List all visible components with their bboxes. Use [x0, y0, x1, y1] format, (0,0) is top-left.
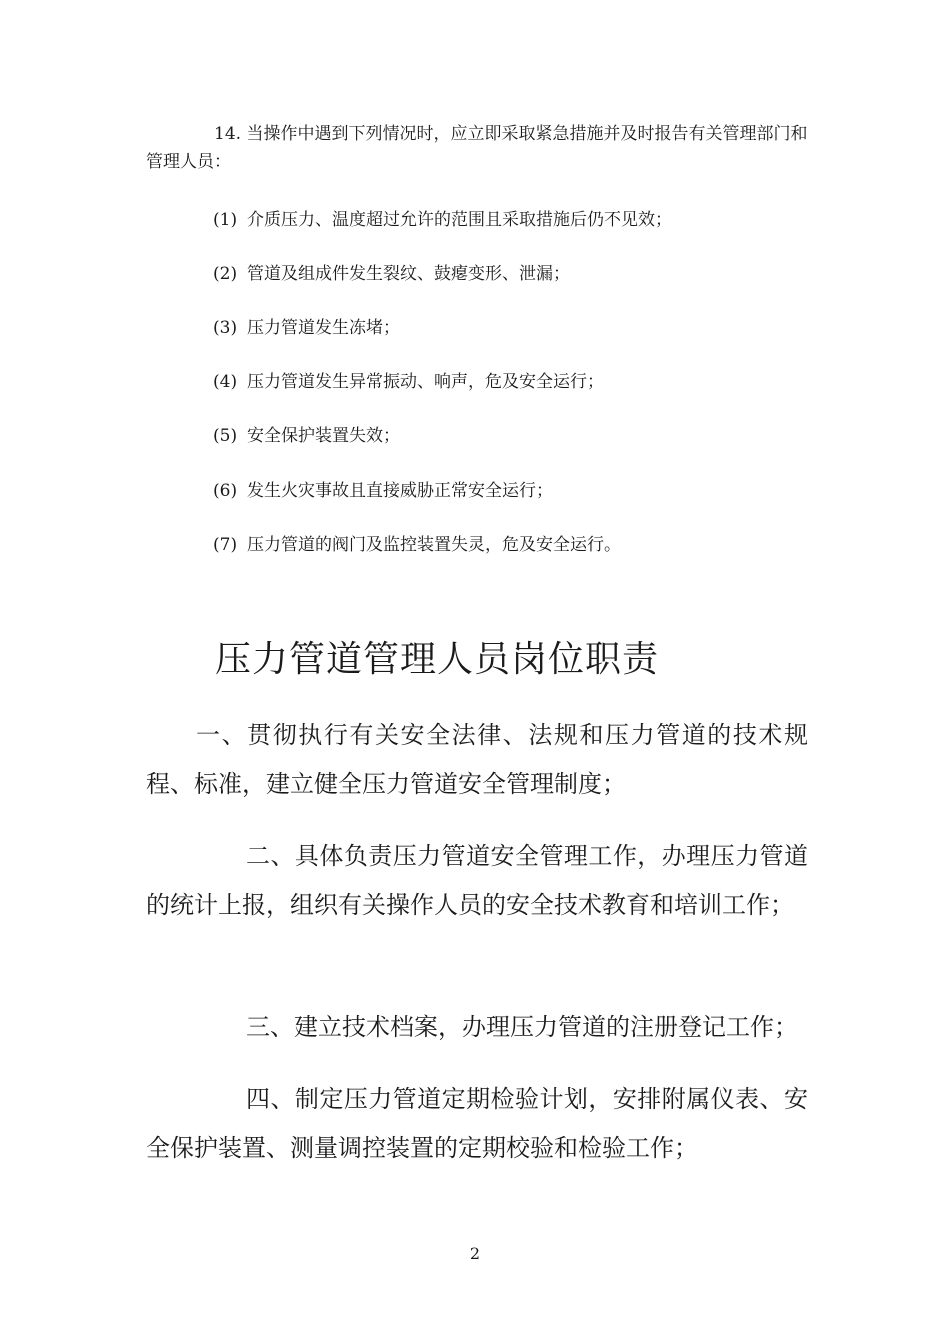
list-item-text: 发生火灾事故且直接威胁正常安全运行； — [247, 481, 553, 501]
list-item-number: (1) — [213, 210, 238, 230]
duty-paragraph-3: 三、建立技术档案，办理压力管道的注册登记工作； — [246, 1013, 798, 1041]
list-item-number: (6) — [213, 481, 238, 501]
list-item-text: 介质压力、温度超过允许的范围且采取措施后仍不见效； — [247, 210, 672, 230]
duty-paragraph-2: 二、具体负责压力管道安全管理工作，办理压力管道的统计上报，组织有关操作人员的安全技术教育和培训工作； — [146, 842, 808, 919]
list-item-number: (3) — [213, 318, 238, 338]
section-title: 压力管道管理人员岗位职责 — [215, 639, 660, 680]
list-item-text: 安全保护装置失效； — [247, 426, 400, 446]
duty-paragraph-1: 一、贯彻执行有关安全法律、法规和压力管道的技术规程、标准，建立健全压力管道安全管理制度； — [146, 721, 808, 798]
list-item — [213, 260, 570, 288]
list-item-number: (5) — [213, 426, 238, 446]
list-item — [213, 314, 400, 342]
list-item — [213, 206, 672, 234]
list-item — [213, 422, 400, 450]
list-item-text: 压力管道发生异常振动、响声，危及安全运行； — [247, 372, 604, 392]
list-item — [213, 477, 553, 505]
list-item-number: (7) — [213, 535, 238, 555]
emergency-intro-paragraph: 14. 当操作中遇到下列情况时，应立即采取紧急措施并及时报告有关管理部门和管理人员： — [146, 124, 808, 172]
list-item-text: 压力管道发生冻堵； — [247, 318, 400, 338]
duty-paragraph-4: 四、制定压力管道定期检验计划，安排附属仪表、安全保护装置、测量调控装置的定期校验和检验工作； — [146, 1085, 808, 1162]
list-item-number: (4) — [213, 372, 238, 392]
list-item — [213, 368, 604, 396]
list-item — [213, 531, 621, 559]
list-item-number: (2) — [213, 264, 238, 284]
list-item-text: 管道及组成件发生裂纹、鼓瘪变形、泄漏； — [247, 264, 570, 284]
page-number: 2 — [469, 1244, 481, 1263]
list-item-text: 压力管道的阀门及监控装置失灵，危及安全运行。 — [247, 535, 621, 555]
